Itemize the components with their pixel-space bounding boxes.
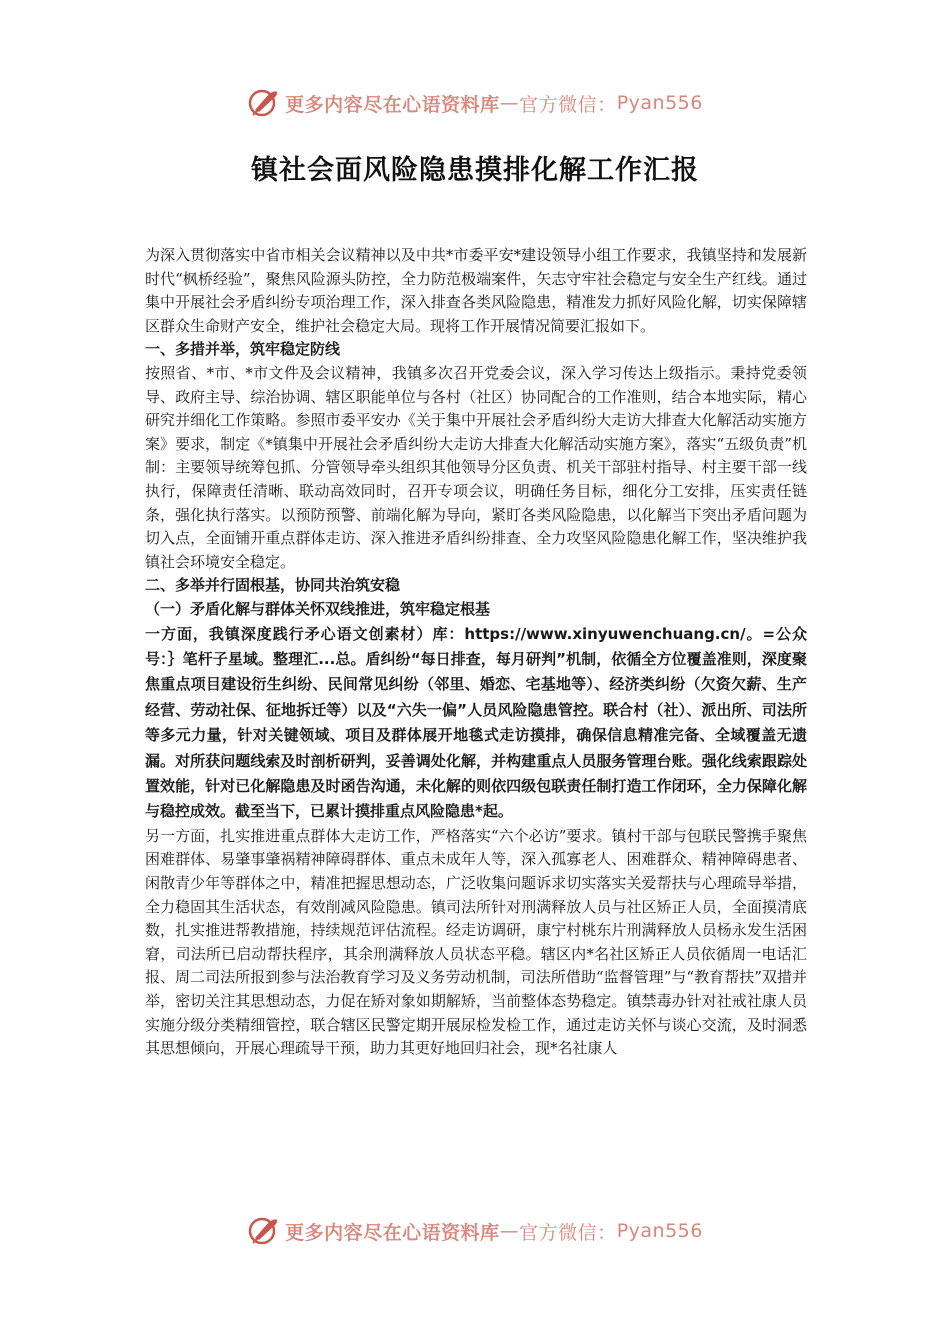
quill-pen-logo-icon	[247, 1214, 281, 1248]
watermark-main-text: 更多内容尽在心语资料库	[285, 93, 500, 116]
intro-paragraph: 为深入贯彻落实中省市相关会议精神以及中共*市委平安*建设领导小组工作要求，我镇坚持和发展新时代“枫桥经验”，聚焦风险源头防控，全力防范极端案件，矢志守牢社会稳定与安全生产红线。通过集中开展社会矛盾纠纷专项治理工作，深入排查各类风险隐患，精准发力抓好风险化解，切实保障辖区群众生命财产安全，维护社会稳定大局。现将工作开展情况简要汇报如下。	[145, 246, 807, 335]
watermark-wechat-label: 官方微信：	[519, 93, 617, 116]
watermark-wechat-label: 官方微信：	[519, 1221, 617, 1244]
section2-heading: 二、多举并行固根基，协同共治筑安稳	[145, 576, 401, 595]
watermark-separator: —	[499, 92, 520, 114]
watermark-header	[0, 83, 950, 123]
document-title: 镇社会面风险隐患摸排化解工作汇报	[251, 155, 699, 186]
subsection1-bold-paragraph: 一方面，我镇深度践行矛心语文创素材）库：https://www.xinyuwenchuang.cn/。=公众号：｝笔杆子星域。整理汇...总。盾纠纷“每日排查，每月研判”机制，依循全方位覆盖准则，深度聚焦重点项目建设衍生纠纷、民间常见纠纷（邻里、婚恋、宅基地等）、经济类纠纷（欠资欠薪、生产经营、劳动社保、征地拆迁等）以及“六失一偏”人员风险隐患管控。联合村（社）、派出所、司法所等多元力量，针对关键领域、项目及群体展开地毯式走访摸排，确保信息精准完备、全域覆盖无遗漏。对所获问题线索及时剖析研判，妥善调处化解，并构建重点人员服务管理台账。强化线索跟踪处置效能，针对已化解隐患及时函告沟通，未化解的则依四级包联责任制打造工作闭环，全力保障化解与稳控成效。截至当下，已累计摸排重点风险隐患*起。	[145, 624, 807, 821]
section1-heading: 一、多措并举，筑牢稳定防线	[145, 340, 341, 359]
watermark-wechat-id: Pyan556	[616, 1220, 703, 1242]
watermark-footer	[0, 1211, 950, 1251]
section1-paragraph: 按照省、*市、*市文件及会议精神，我镇多次召开党委会议，深入学习传达上级指示。秉持党委领导、政府主导、综治协调、辖区职能单位与各村（社区）协同配合的工作准则，结合本地实际，精心研究并细化工作策略。参照市委平安办《关于集中开展社会矛盾纠纷大走访大排查大化解活动实施方案》要求，制定《*镇集中开展社会矛盾纠纷大走访大排查大化解活动实施方案》，落实“五级负责”机制：主要领导统筹包抓、分管领导牵头组织其他领导分区负责、机关干部驻村指导、村主要干部一线执行，保障责任清晰、联动高效同时，召开专项会议，明确任务目标，细化分工安排，压实责任链条，强化执行落实。以预防预警、前端化解为导向，紧盯各类风险隐患，以化解当下突出矛盾问题为切入点，全面铺开重点群体走访、深入推进矛盾纠纷排查、全力攻坚风险隐患化解工作，坚决维护我镇社会环境安全稳定。	[145, 363, 807, 571]
watermark-wechat-id: Pyan556	[616, 92, 703, 114]
subsection1-heading: （一）矛盾化解与群体关怀双线推进，筑牢稳定根基	[145, 599, 491, 618]
watermark-main-text: 更多内容尽在心语资料库	[285, 1221, 500, 1244]
subsection1-paragraph-2: 另一方面，扎实推进重点群体大走访工作，严格落实“六个必访”要求。镇村干部与包联民警携手聚焦困难群体、易肇事肇祸精神障碍群体、重点未成年人等，深入孤寡老人、困难群众、精神障碍患者、闲散青少年等群体之中，精准把握思想动态，广泛收集问题诉求切实落实关爱帮扶与心理疏导举措，全力稳固其生活状态，有效削减风险隐患。镇司法所针对刑满释放人员与社区矫正人员，全面摸清底数，扎实推进帮教措施，持续规范评估流程。经走访调研，康宁村桃东片刑满释放人员杨永发生活困窘，司法所已启动帮扶程序，其余刑满释放人员状态平稳。辖区内*名社区矫正人员依循周一电话汇报、周二司法所报到参与法治教育学习及义务劳动机制，司法所借助“监督管理”与“教育帮扶”双措并举，密切关注其思想动态，力促在矫对象如期解矫，当前整体态势稳定。镇禁毒办针对社戒社康人员实施分级分类精细管控，联合辖区民警定期开展尿检发检工作，通过走访关怀与谈心交流，及时洞悉其思想倾向，开展心理疏导干预，助力其更好地回归社会，现*名社康人	[145, 826, 807, 1058]
document-body	[145, 244, 807, 1061]
quill-pen-logo-icon	[247, 86, 281, 120]
watermark-separator: —	[499, 1220, 520, 1242]
